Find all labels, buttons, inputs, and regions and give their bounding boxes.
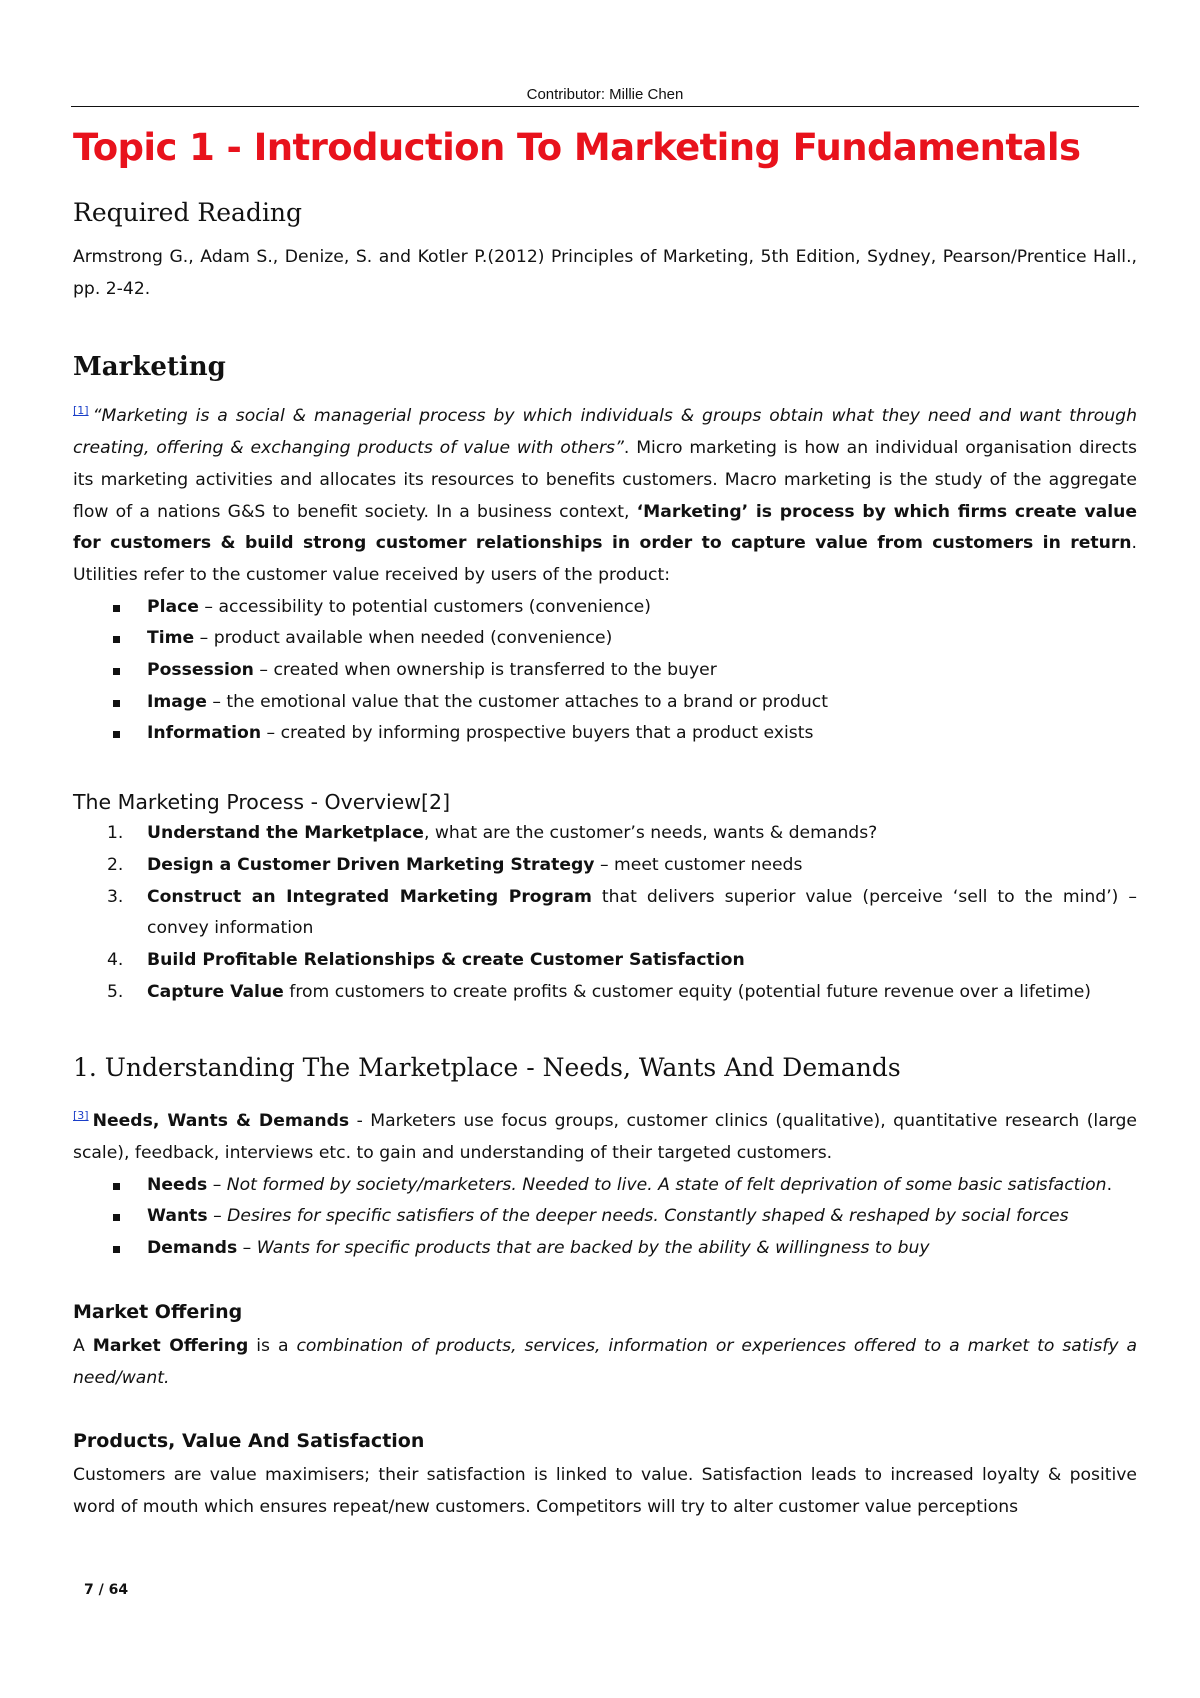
needs-text: - Marketers use focus groups, customer clinics (qualitative), quantitative research (large scale), feedback, interviews etc. to gain and understanding of their targeted customers.: [73, 1111, 1137, 1164]
step-desc: that delivers superior value (perceive ‘sell to the mind’) – convey information: [147, 886, 1137, 939]
needs-item-dash: –: [207, 1174, 227, 1195]
list-item: [113, 592, 1137, 624]
list-item: [113, 655, 1137, 687]
products-value-heading: Products, Value And Satisfaction: [73, 1430, 425, 1453]
step-term: Construct an Integrated Marketing Program: [147, 886, 592, 907]
needs-item-desc: Wants for specific products that are backed by the ability & willingness to buy: [256, 1238, 930, 1259]
required-reading-reference: Armstrong G., Adam S., Denize, S. and Kotler P.(2012) Principles of Marketing, 5th Edition, Sydney, Pearson/Prentice Hall., pp. 2-42.: [73, 247, 1137, 299]
needs-item-end: .: [1106, 1174, 1113, 1195]
utility-desc: – the emotional value that the customer attaches to a brand or product: [206, 691, 828, 712]
step-number: 4.: [107, 949, 124, 970]
products-value-paragraph: Customers are value maximisers; their satisfaction is linked to value. Satisfaction leads to increased loyalty & positive word of mouth which ensures repeat/new customers. Competitors will try to alter customer value perceptions: [73, 1465, 1137, 1517]
needs-item-term: Wants: [147, 1206, 208, 1227]
needs-paragraph: [73, 1100, 1137, 1169]
list-item: [107, 818, 1137, 850]
marketing-process-list: [73, 818, 1137, 1008]
offering-mid: is a: [248, 1335, 297, 1356]
needs-item-desc: Not formed by society/marketers. Needed to live. A state of felt deprivation of some basic satisfaction: [226, 1174, 1107, 1195]
list-item: [113, 623, 1137, 655]
needs-list: [73, 1170, 1137, 1265]
page-header: [71, 86, 1139, 107]
step-term: Build Profitable Relationships & create Customer Satisfaction: [147, 949, 745, 970]
needs-item-dash: –: [237, 1238, 257, 1259]
utility-term: Time: [147, 628, 195, 649]
step-number: 2.: [107, 854, 124, 875]
marketing-definition: ‘Marketing’ is process by which firms create value for customers & build strong customer relationships in order to capture value from customers in return: [73, 501, 1137, 554]
footnote-link-3[interactable]: [3]: [73, 1109, 89, 1123]
market-offering-heading: Market Offering: [73, 1300, 243, 1323]
needs-term: Needs, Wants & Demands: [92, 1111, 350, 1132]
list-item: [113, 1170, 1137, 1202]
marketing-heading: Marketing: [73, 352, 226, 383]
list-item: [113, 1201, 1137, 1233]
list-item: [113, 687, 1137, 719]
utility-term: Information: [147, 723, 262, 744]
marketing-text-2: . Utilities refer to the customer value received by users of the product:: [73, 533, 1137, 585]
page-content: [73, 122, 1137, 1524]
list-item: [107, 945, 1137, 977]
offering-pre: A: [73, 1335, 93, 1356]
step-term: Design a Customer Driven Marketing Strategy: [147, 854, 595, 875]
step-desc: , what are the customer’s needs, wants & demands?: [423, 823, 878, 844]
utility-term: Possession: [147, 660, 254, 681]
utility-desc: – accessibility to potential customers (convenience): [198, 596, 651, 617]
step-number: 1.: [107, 823, 124, 844]
page-title: Topic 1 - Introduction To Marketing Fundamentals: [73, 126, 1081, 169]
list-item: [107, 850, 1137, 882]
offering-term: Market Offering: [92, 1335, 249, 1356]
marketing-process-heading: The Marketing Process - Overview[2]: [73, 790, 451, 815]
utility-term: Image: [147, 691, 207, 712]
utility-term: Place: [147, 596, 199, 617]
needs-item-term: Needs: [147, 1174, 208, 1195]
step-number: 3.: [107, 886, 124, 907]
step-term: Understand the Marketplace: [147, 823, 424, 844]
needs-item-term: Demands: [147, 1238, 238, 1259]
market-offering-paragraph: [73, 1331, 1137, 1394]
utilities-list: [73, 592, 1137, 751]
marketing-text-1: . Micro marketing is how an individual organisation directs its marketing activities and allocates its resources to benefits customers. Macro marketing is the study of the aggregate flow of a nations G&S to benefit society. In a business context,: [73, 438, 1137, 522]
footnote-link-1[interactable]: [1]: [73, 404, 89, 418]
step-term: Capture Value: [147, 981, 284, 1002]
marketing-paragraph: [73, 395, 1137, 591]
list-item: [113, 718, 1137, 750]
utility-desc: – product available when needed (convenience): [194, 628, 613, 649]
page-number: 7 / 64: [84, 1582, 129, 1598]
list-item: [107, 882, 1137, 945]
contributor-label: Contributor: Millie Chen: [526, 86, 684, 103]
step-number: 5.: [107, 981, 124, 1002]
list-item: [107, 977, 1137, 1009]
utility-desc: – created when ownership is transferred to the buyer: [253, 660, 717, 681]
marketing-quote: “Marketing is a social & managerial process by which individuals & groups obtain what they need and want through creating, offering & exchanging products of value with others”: [73, 406, 1137, 459]
needs-item-desc: Desires for specific satisfiers of the deeper needs. Constantly shaped & reshaped by social forces: [227, 1206, 1069, 1227]
list-item: [113, 1233, 1137, 1265]
step-desc: – meet customer needs: [594, 854, 803, 875]
needs-item-dash: –: [207, 1206, 228, 1227]
utility-desc: – created by informing prospective buyers that a product exists: [261, 723, 814, 744]
step-desc: from customers to create profits & customer equity (potential future revenue over a lifetime): [283, 981, 1091, 1002]
required-reading-heading: Required Reading: [73, 198, 303, 227]
understanding-heading: 1. Understanding The Marketplace - Needs, Wants And Demands: [73, 1053, 901, 1083]
offering-definition: combination of products, services, information or experiences offered to a market to satisfy a need/want.: [73, 1335, 1137, 1388]
